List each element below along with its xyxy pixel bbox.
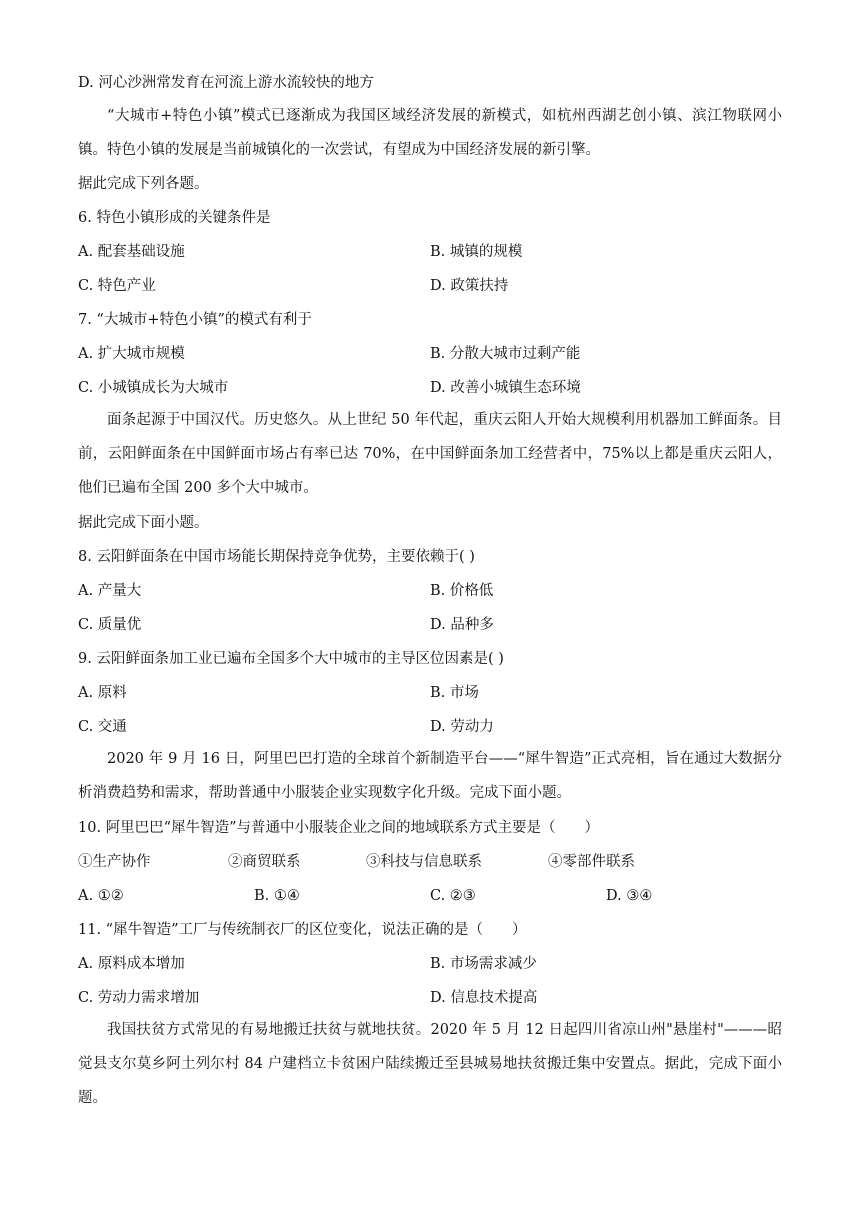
q5-option-d: D. 河心沙洲常发育在河流上游水流较快的地方 xyxy=(78,75,374,91)
q8-option-c: C. 质量优 xyxy=(78,617,142,633)
q10-option-c: C. ②③ xyxy=(430,888,476,904)
q11-option-d: D. 信息技术提高 xyxy=(430,990,538,1006)
q10-statement-1: ①生产协作 xyxy=(78,854,151,870)
question-6: 6. 特色小镇形成的关键条件是 xyxy=(78,210,271,226)
q11-option-a: A. 原料成本增加 xyxy=(78,956,185,972)
q6-option-a: A. 配套基础设施 xyxy=(78,244,185,260)
instruction-1: 据此完成下列各题。 xyxy=(78,176,209,192)
q7-option-a: A. 扩大城市规模 xyxy=(78,346,185,362)
passage-noodles: 面条起源于中国汉代。历史悠久。从上世纪 50 年代起，重庆云阳人开始大规模利用机器加工鲜面条。目前，云阳鲜面条在中国鲜面市场占有率已达 70%，在中国鲜面条加工经营者中，75%以上都是重庆云阳人，他们已遍布全国 200 多个大中城市。 xyxy=(78,412,782,496)
q10-statement-2: ②商贸联系 xyxy=(228,854,301,870)
passage-rhino-manufacturing: 2020 年 9 月 16 日，阿里巴巴打造的全球首个新制造平台——“犀牛智造”正式亮相，旨在通过大数据分析消费趋势和需求，帮助普通中小服装企业实现数字化升级。完成下面小题。 xyxy=(78,751,782,801)
question-7: 7. “大城市+特色小镇”的模式有利于 xyxy=(78,312,312,328)
passage-special-towns: “大城市+特色小镇”模式已逐渐成为我国区域经济发展的新模式，如杭州西湖艺创小镇、滨江物联网小镇。特色小镇的发展是当前城镇化的一次尝试，有望成为中国经济发展的新引擎。 xyxy=(78,108,782,158)
question-10: 10. 阿里巴巴“犀牛智造”与普通中小服装企业之间的地域联系方式主要是（ ） xyxy=(78,820,599,836)
question-9: 9. 云阳鲜面条加工业已遍布全国多个大中城市的主导区位因素是( ) xyxy=(78,651,504,667)
q10-statement-3: ③科技与信息联系 xyxy=(366,854,482,870)
instruction-2: 据此完成下面小题。 xyxy=(78,515,209,531)
q10-option-b: B. ①④ xyxy=(254,888,300,904)
q9-option-a: A. 原料 xyxy=(78,685,127,701)
question-11: 11. “犀牛智造”工厂与传统制衣厂的区位变化，说法正确的是（ ） xyxy=(78,922,527,938)
passage-poverty-relocation: 我国扶贫方式常见的有易地搬迁扶贫与就地扶贫。2020 年 5 月 12 日起四川省凉山州"悬崖村"———昭觉县支尔莫乡阿土列尔村 84 户建档立卡贫困户陆续搬迁至县城易地扶贫搬迁集中安置点。据此，完成下面小题。 xyxy=(78,1022,782,1106)
q10-option-d: D. ③④ xyxy=(606,888,653,904)
q11-option-b: B. 市场需求减少 xyxy=(430,956,537,972)
q6-option-d: D. 政策扶持 xyxy=(430,278,509,294)
q7-option-c: C. 小城镇成长为大城市 xyxy=(78,380,229,396)
q7-option-d: D. 改善小城镇生态环境 xyxy=(430,380,581,396)
q10-option-a: A. ①② xyxy=(78,888,124,904)
q9-option-c: C. 交通 xyxy=(78,719,127,735)
q9-option-d: D. 劳动力 xyxy=(430,719,494,735)
q9-option-b: B. 市场 xyxy=(430,685,479,701)
q8-option-b: B. 价格低 xyxy=(430,583,494,599)
q11-option-c: C. 劳动力需求增加 xyxy=(78,990,200,1006)
q7-option-b: B. 分散大城市过剩产能 xyxy=(430,346,581,362)
q10-statement-4: ④零部件联系 xyxy=(548,854,635,870)
question-8: 8. 云阳鲜面条在中国市场能长期保持竞争优势，主要依赖于( ) xyxy=(78,549,475,565)
q8-option-d: D. 品种多 xyxy=(430,617,494,633)
q6-option-b: B. 城镇的规模 xyxy=(430,244,523,260)
q6-option-c: C. 特色产业 xyxy=(78,278,156,294)
q8-option-a: A. 产量大 xyxy=(78,583,142,599)
